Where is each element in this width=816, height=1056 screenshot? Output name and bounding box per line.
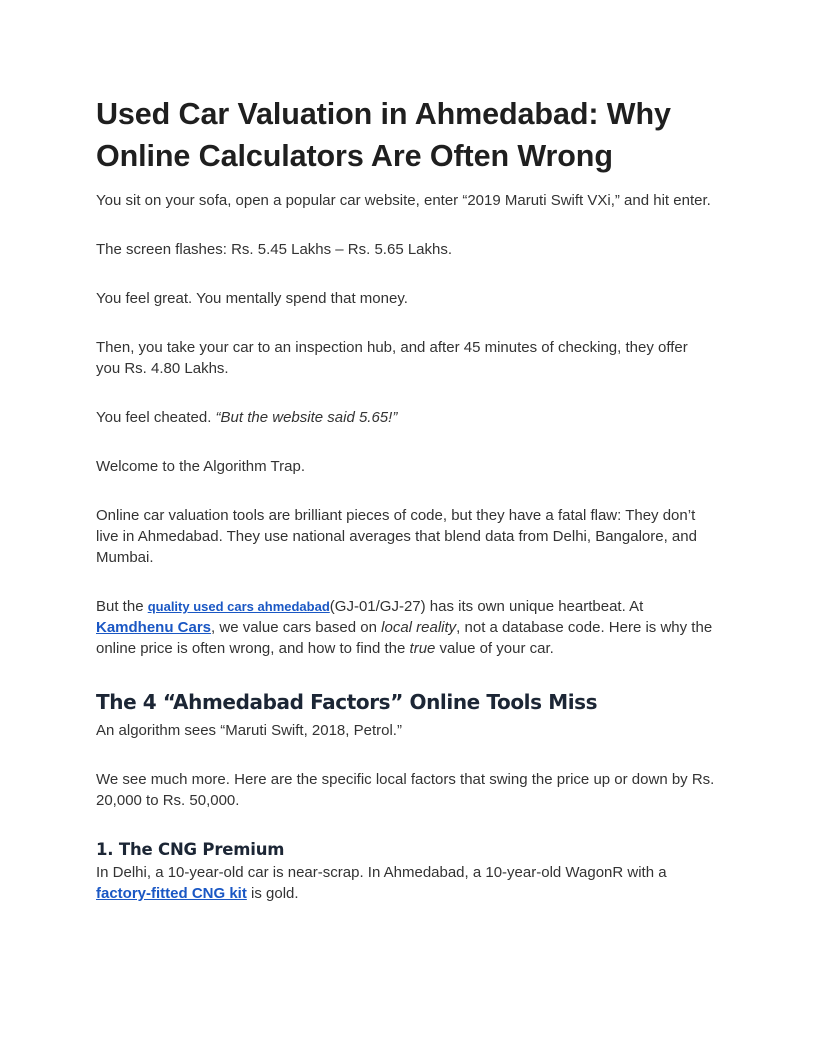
article-title: Used Car Valuation in Ahmedabad: Why Online Calculators Are Often Wrong [96,97,671,173]
emphasis-true: true [409,640,436,657]
link-kamdhenu-cars[interactable]: Kamdhenu Cars [96,619,212,636]
paragraph-cng [96,862,716,904]
paragraph-intro: You sit on your sofa, open a popular car website, enter “2019 Maruti Swift VXi,” and hit enter. [96,192,711,209]
subheading-cng-premium: 1. The CNG Premium [96,840,285,859]
document-page [96,93,716,932]
paragraph-we-see-more: We see much more. Here are the specific local factors that swing the price up or down by Rs. 20,000 to Rs. 50,000. [96,771,715,809]
section-heading-factors: The 4 “Ahmedabad Factors” Online Tools Miss [96,690,598,714]
paragraph-online-tools: Online car valuation tools are brilliant pieces of code, but they have a fatal flaw: They don’t live in Ahmedabad. They use national averages that blend data from Delhi, Bangalore, and Mumbai. [96,507,697,566]
text-span: is gold. [246,885,299,902]
paragraph-algorithm-trap: Welcome to the Algorithm Trap. [96,458,305,475]
emphasis-local-reality: local reality [381,619,457,636]
paragraph-feel-cheated [96,407,716,428]
paragraph-kamdhenu [96,596,716,659]
link-quality-used-cars[interactable]: quality used cars ahmedabad [147,599,330,614]
text-span: (GJ-01/GJ-27) has its own unique heartbeat. At [329,598,644,615]
text-span: , not a database code. Here is why the online price is often wrong, and how to find the [96,619,713,657]
text-span: , we value cars based on [211,619,382,636]
text-span: value of your car. [435,640,554,657]
link-factory-fitted-cng[interactable]: factory-fitted CNG kit [96,885,247,902]
cheated-text: You feel cheated. [96,409,216,426]
paragraph-feel-great: You feel great. You mentally spend that money. [96,290,408,307]
cheated-quote: “But the website said 5.65!” [215,409,398,426]
paragraph-price-flash: The screen flashes: Rs. 5.45 Lakhs – Rs. 5.65 Lakhs. [96,241,453,258]
text-span: In Delhi, a 10-year-old car is near-scrap. In Ahmedabad, a 10-year-old WagonR with a [96,864,667,881]
paragraph-algorithm-sees: An algorithm sees “Maruti Swift, 2018, Petrol.” [96,722,402,739]
paragraph-inspection-offer: Then, you take your car to an inspection hub, and after 45 minutes of checking, they offer you Rs. 4.80 Lakhs. [96,339,688,377]
text-span: But the [96,598,148,615]
